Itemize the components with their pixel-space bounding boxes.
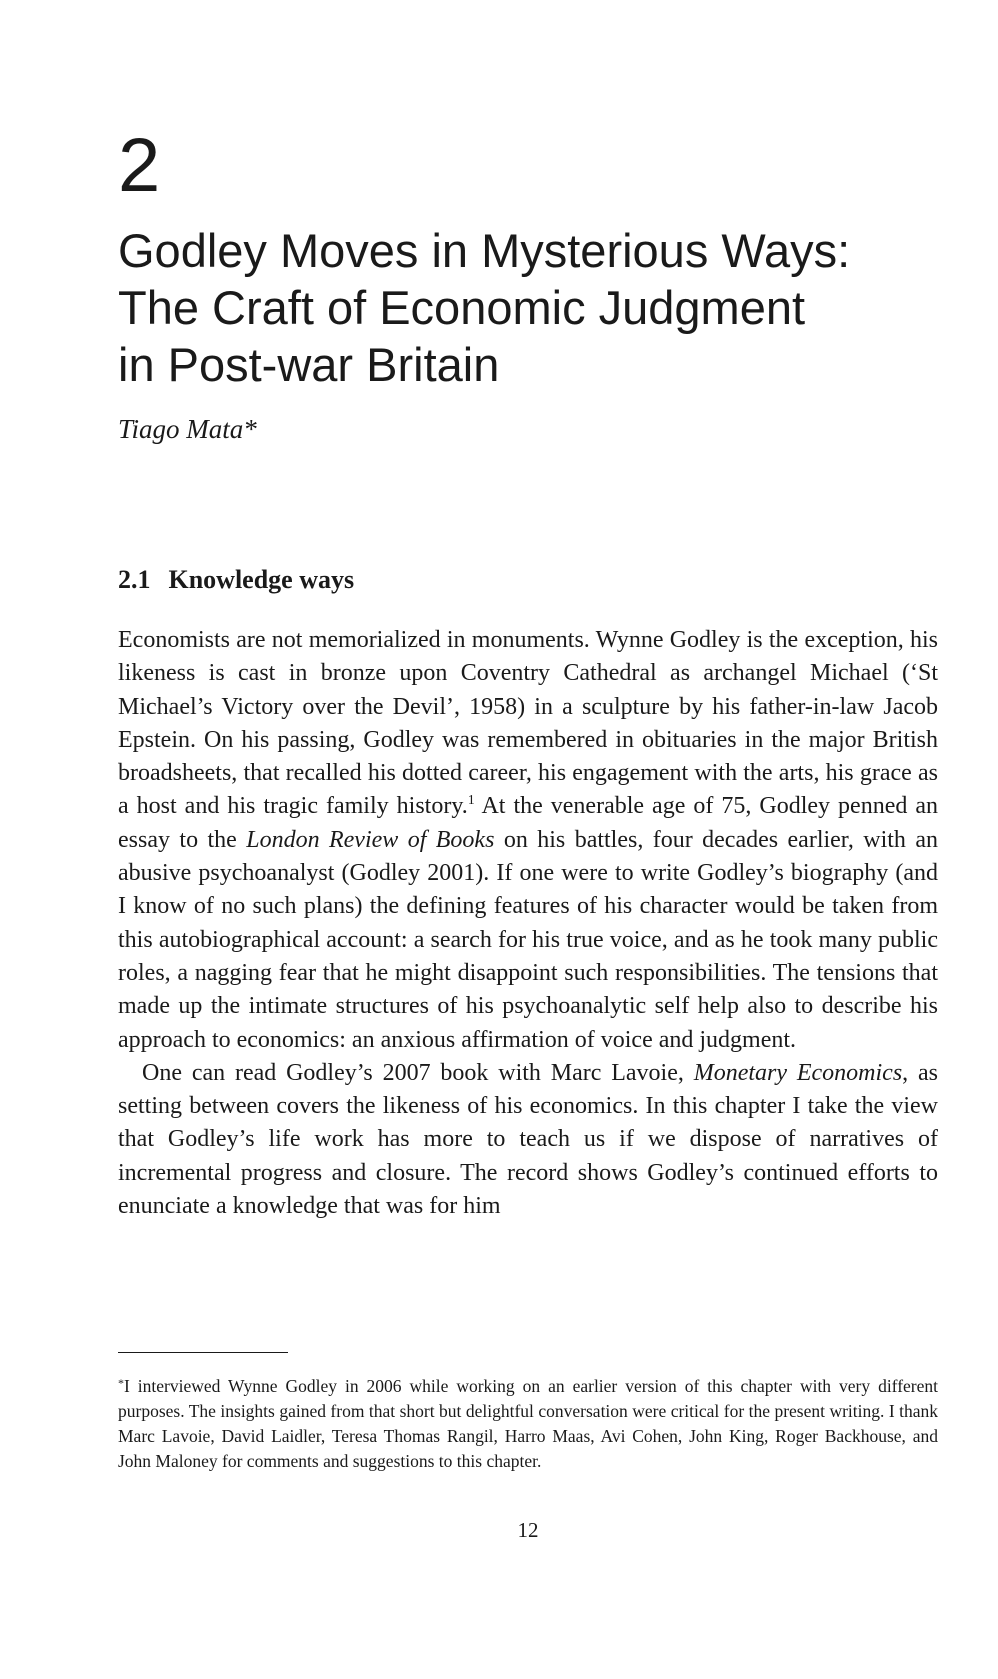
paragraph-1-italic-title: London Review of Books: [246, 826, 495, 853]
endnote-ref-1: 1: [467, 793, 475, 809]
paragraph-2: [118, 1057, 938, 1223]
paragraph-1: [118, 624, 938, 1057]
section-heading: [118, 565, 354, 595]
book-page: [118, 0, 938, 1679]
chapter-number: 2: [118, 123, 161, 208]
chapter-title: [118, 222, 938, 393]
paragraph-2-text-a: One can read Godley’s 2007 book with Marc Lavoie,: [142, 1059, 694, 1086]
chapter-title-line-3: in Post-war Britain: [118, 338, 500, 391]
footnote-text: I interviewed Wynne Godley in 2006 while working on an earlier version of this chapter with very different purposes. The insights gained from that short but delightful conversation were critical for the present writing. I thank Marc Lavoie, David Laidler, Teresa Thomas Rangil, Harro Maas, Avi Cohen, John King, Roger Backhouse, and John Maloney for comments and suggestions to this chapter.: [118, 1376, 938, 1471]
footnote-mark: *: [118, 1376, 124, 1390]
page-number: 12: [517, 1518, 539, 1542]
footnote: [118, 1371, 938, 1474]
chapter-title-line-2: The Craft of Economic Judgment: [118, 281, 806, 334]
paragraph-1-text-b: At the venerable age of 75, Godley penned an essay to the: [118, 793, 939, 853]
body-text: [118, 624, 938, 1223]
paragraph-2-italic-title: Monetary Economics: [693, 1059, 903, 1086]
section-title: Knowledge ways: [168, 565, 355, 594]
chapter-title-line-1: Godley Moves in Mysterious Ways:: [118, 224, 851, 277]
paragraph-1-text-a: Economists are not memorialized in monuments. Wynne Godley is the exception, his likeness is cast in bronze upon Coventry Cathedral as archangel Michael (‘St Michael’s Victory over the Devil’, 1958) in a sculpture by his father-in-law Jacob Epstein. On his passing, Godley was remembered in obituaries in the major British broadsheets, that recalled his dotted career, his engagement with the arts, his grace as a host and his tragic family history.: [118, 627, 938, 820]
section-number: 2.1: [118, 565, 151, 594]
author-name: Tiago Mata*: [118, 414, 257, 444]
paragraph-1-text-c: on his battles, four decades earlier, with an abusive psychoanalyst (Godley 2001). If one were to write Godley’s biography (and I know of no such plans) the defining features of his character would be taken from this autobiographical account: a search for his true voice, and as he took many public roles, a nagging fear that he might disappoint such responsibilities. The tensions that made up the intimate structures of his psychoanalytic self help also to describe his approach to economics: an anxious affirmation of voice and judgment.: [118, 826, 938, 1053]
paragraph-2-text-b: , as setting between covers the likeness of his economics. In this chapter I take the view that Godley’s life work has more to teach us if we dispose of narratives of incremental progress and closure. The record shows Godley’s continued efforts to enunciate a knowledge that was for him: [118, 1059, 939, 1220]
footnote-divider: [118, 1352, 288, 1353]
